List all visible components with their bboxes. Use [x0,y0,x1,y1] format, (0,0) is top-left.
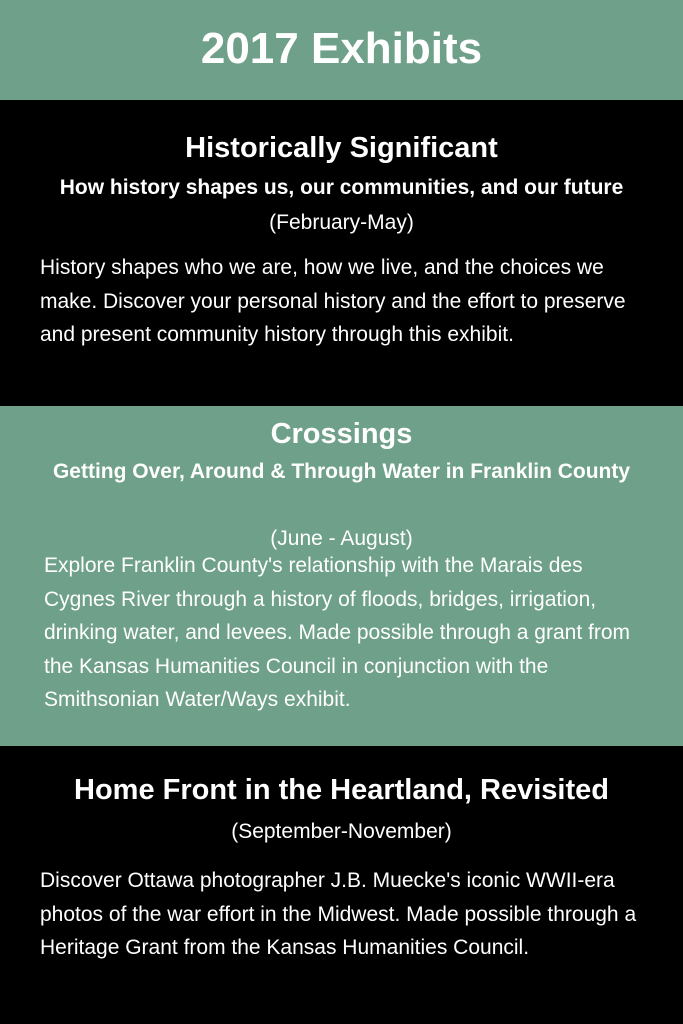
exhibit-title: Crossings [270,418,413,450]
exhibit-subtitle: How history shapes us, our communities, and our future [59,176,624,199]
exhibit-description: Discover Ottawa photographer J.B. Muecke's iconic WWII-era photos of the war effort in the Midwest. Made possible through a Heritage Grant from the Kansas Humanities Council. [40,869,637,959]
exhibit-dates: (February-May) [269,211,414,234]
exhibit-dates: (June - August) [270,527,413,550]
exhibit-section-home-front [0,746,683,1024]
exhibit-section-crossings [0,406,683,746]
exhibit-description: History shapes who we are, how we live, and the choices we make. Discover your personal history and the effort to preserve and present community history through this exhibit. [40,256,626,346]
exhibit-subtitle: Getting Over, Around & Through Water in Franklin County [52,460,631,483]
exhibit-title: Historically Significant [185,132,498,164]
exhibit-description: Explore Franklin County's relationship with the Marais des Cygnes River through a history of floods, bridges, irrigation, drinking water, and levees. Made possible through a grant from the Kansas Humanities Council in conjunction with the Smithsonian Water/Ways exhibit. [44,554,631,711]
page-title: 2017 Exhibits [200,24,483,73]
exhibit-title: Home Front in the Heartland, Revisited [74,774,609,806]
exhibit-dates: (September-November) [231,820,452,843]
page-header [0,0,683,100]
exhibit-section-historically-significant [0,100,683,406]
